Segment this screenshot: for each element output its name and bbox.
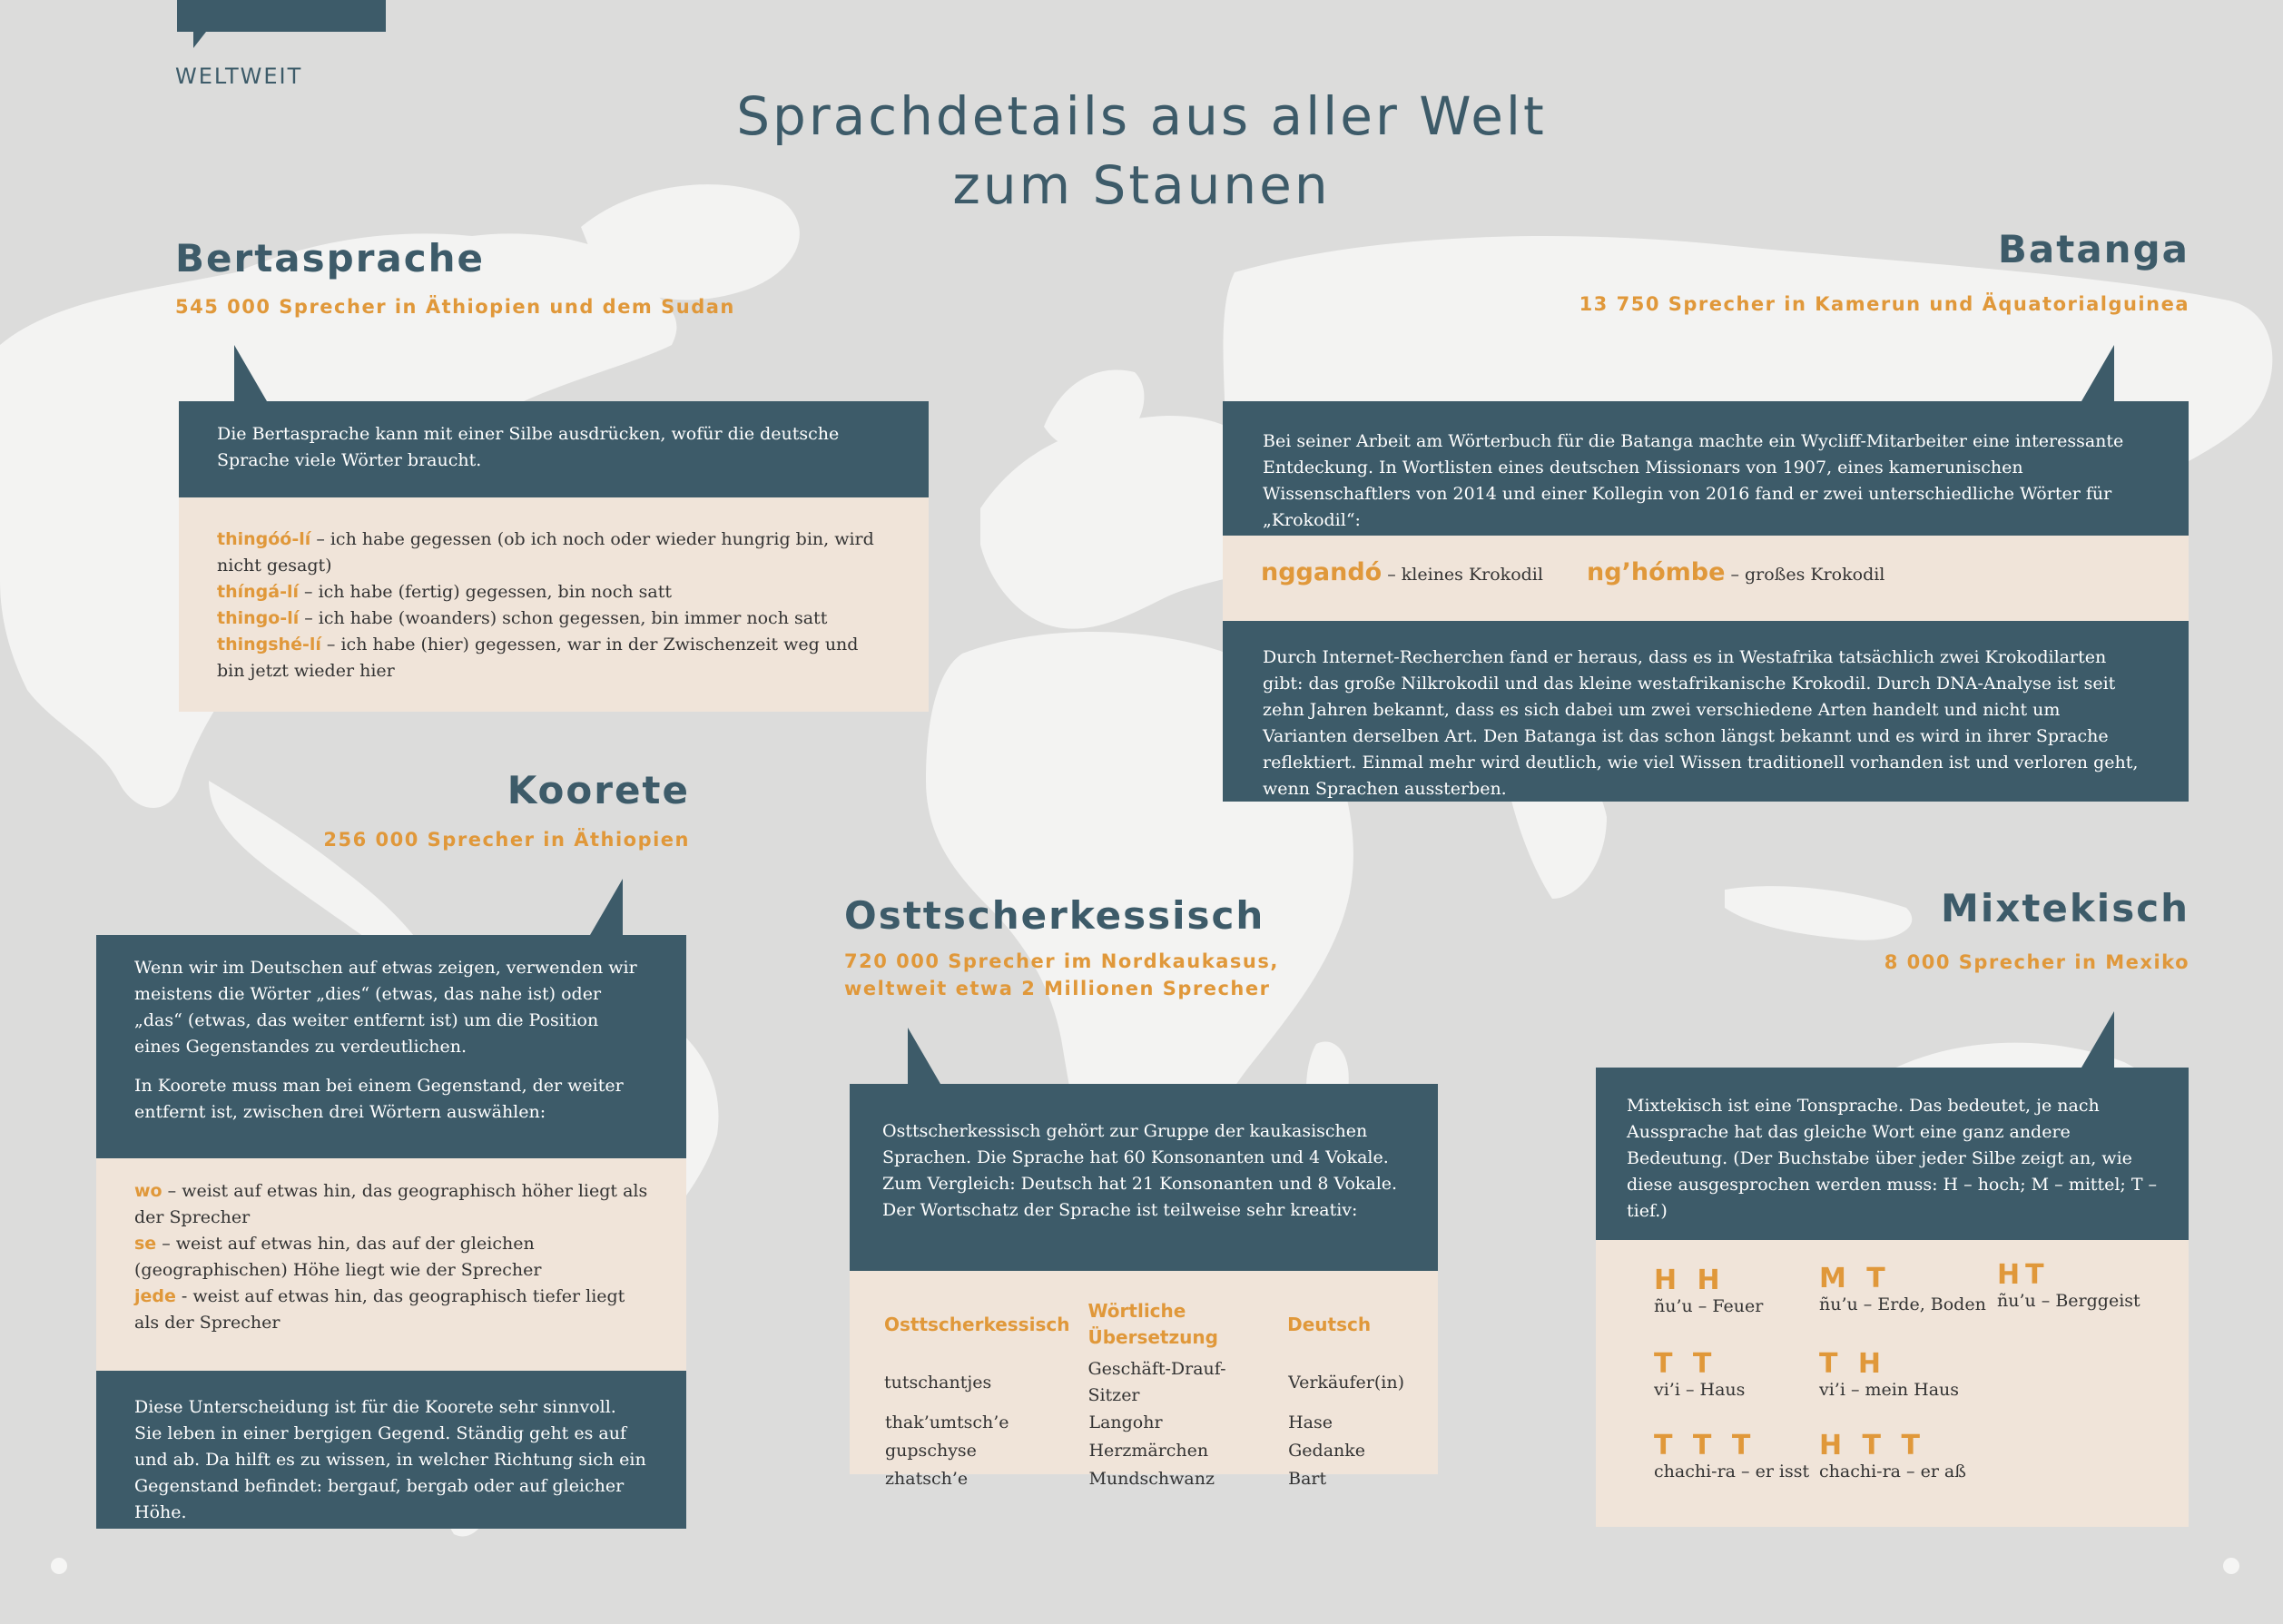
berta-example: thingóó-lí – ich habe gegessen (ob ich noch oder wieder hungrig bin, wird nicht gesagt) [217, 529, 874, 576]
koorete-examples-box [96, 1158, 686, 1371]
batanga-words-box: nggandó – kleines Krokodil ng’hómbe – großes Krokodil [1223, 536, 2189, 621]
batanga-outro-box: Durch Internet-Recherchen fand er heraus, dass es in Westafrika tatsächlich zwei Krokodilarten gibt: das große Nilkrokodil und das kleine westafrikanische Krokodil. Durch DNA-Analyse ist seit zehn Jahren bekannt, dass es sich dabei um zwei verschiedene Arten handelt und nicht um Varianten derselben Art. Den Batanga ist das schon längst bekannt und es wird in ihrer Sprache reflektiert. Einmal mehr wird deutlich, wie viel Wissen traditionell vorhanden ist und verloren geht, wenn Sprachen aussterben. [1223, 621, 2189, 802]
berta-example: thingo-lí – ich habe (woanders) schon gegessen, bin immer noch satt [217, 608, 828, 628]
mixtekisch-speech-tail [2081, 1011, 2114, 1068]
berta-example: thíngá-lí – ich habe (fertig) gegessen, bin noch satt [217, 582, 672, 602]
berta-examples-box [179, 497, 929, 712]
koorete-example: wo – weist auf etwas hin, das geographisch höher liegt als der Sprecher [134, 1181, 648, 1227]
table-header-row: Osttscherkessisch Wörtliche Übersetzung Deutsch [884, 1300, 1372, 1348]
berta-example: thingshé-lí – ich habe (hier) gegessen, war in der Zwischenzeit weg und bin jetzt wieder hier [217, 635, 859, 681]
mixtekisch-intro-box: Mixtekisch ist eine Tonsprache. Das bedeutet, je nach Aussprache hat das gleiche Wort eine ganz andere Bedeutung. (Der Buchstabe über jeder Silbe zeigt an, wie diese ausgesprochen werden muss: H – hoch; M – mittel; T – tief.) [1596, 1068, 2189, 1240]
tone-item: H H ñu’u – Feuer [1654, 1265, 1764, 1316]
osttscherkessisch-table-box [850, 1271, 1438, 1489]
koorete-outro-box: Diese Unterscheidung ist für die Koorete sehr sinnvoll. Sie leben in einer bergigen Gegend. Ständig geht es auf und ab. Da hilft es zu wissen, in welcher Richtung sich ein Gegenstand befindet: bergauf, bergab oder auf gleicher Höhe. [96, 1371, 686, 1529]
koorete-speakers: 256 000 Sprecher in Äthiopien [323, 829, 690, 851]
decorative-dot-left [51, 1558, 67, 1574]
table-row: tutschantjes Geschäft-Drauf-Sitzer Verkäufer(in) [884, 1359, 1404, 1405]
tone-item: T H vi’i – mein Haus [1819, 1348, 1960, 1400]
koorete-speech-tail [590, 879, 623, 935]
batanga-speech-tail [2081, 345, 2114, 401]
osttscherkessisch-speech-tail [908, 1028, 940, 1084]
berta-speakers: 545 000 Sprecher in Äthiopien und dem Sudan [175, 296, 735, 318]
page-title: Sprachdetails aus aller Welt zum Staunen [736, 85, 1547, 216]
batanga-intro-box: Bei seiner Arbeit am Wörterbuch für die Batanga machte ein Wycliff-Mitarbeiter eine interessante Entdeckung. In Wortlisten eines deutschen Missionars von 1907, eines kamerunischen Wissenschaftlers von 2014 und einer Kollegin von 2016 fand er zwei unterschiedliche Wörter für „Krokodil“: [1223, 401, 2189, 536]
tone-item: M T ñu’u – Erde, Boden [1819, 1263, 1986, 1314]
table-row: zhatsch’e Mundschwanz Bart [885, 1469, 1327, 1489]
table-row: gupschyse Herzmärchen Gedanke [885, 1441, 1366, 1461]
koorete-example: se – weist auf etwas hin, das auf der gleichen (geographischen) Höhe liegt wie der Sprecher [134, 1234, 542, 1280]
tone-item: H T T chachi-ra – er aß [1819, 1430, 1966, 1481]
batanga-title: Batanga [1997, 227, 2190, 271]
section-tag-box [177, 0, 386, 32]
mixtekisch-tones-box [1596, 1240, 2189, 1527]
tone-item: HT ñu’u – Berggeist [1997, 1259, 2140, 1311]
osttscherkessisch-speakers: 720 000 Sprecher im Nordkaukasus, weltweit etwa 2 Millionen Sprecher [844, 950, 1279, 999]
tone-item: T T vi’i – Haus [1654, 1348, 1746, 1400]
berta-speech-tail [234, 345, 267, 401]
tone-item: T T T chachi-ra – er isst [1654, 1430, 1810, 1481]
mixtekisch-title: Mixtekisch [1941, 886, 2190, 930]
koorete-title: Koorete [507, 768, 690, 812]
koorete-example: jede - weist auf etwas hin, das geographisch tiefer liegt als der Sprecher [134, 1286, 625, 1333]
berta-intro-box: Die Bertasprache kann mit einer Silbe ausdrücken, wofür die deutsche Sprache viele Wörter braucht. [179, 401, 929, 497]
berta-title: Bertasprache [175, 236, 486, 281]
section-tag-tail [193, 32, 206, 48]
osttscherkessisch-title: Osttscherkessisch [844, 893, 1265, 938]
koorete-intro-box: Wenn wir im Deutschen auf etwas zeigen, verwenden wir meistens die Wörter „dies“ (etwas, das nahe ist) oder „das“ (etwas, das weiter entfernt ist) um die Position eines Gegenstandes zu verdeutlichen. In Koorete muss man bei einem Gegenstand, der weiter entfernt ist, zwischen drei Wörtern auswählen: [96, 935, 686, 1158]
indonesia-shape [1725, 886, 1912, 940]
decorative-dot-right [2223, 1558, 2239, 1574]
table-row: thak’umtsch’e Langohr Hase [885, 1412, 1333, 1432]
vocabulary-table [884, 1298, 1405, 1493]
batanga-speakers: 13 750 Sprecher in Kamerun und Äquatorialguinea [1579, 293, 2190, 315]
mixtekisch-speakers: 8 000 Sprecher in Mexiko [1884, 951, 2190, 973]
osttscherkessisch-intro-box: Osttscherkessisch gehört zur Gruppe der kaukasischen Sprachen. Die Sprache hat 60 Konsonanten und 4 Vokale. Zum Vergleich: Deutsch hat 21 Konsonanten und 8 Vokale. Der Wortschatz der Sprache ist teilweise sehr kreativ: [850, 1084, 1438, 1271]
section-label: WELTWEIT [175, 64, 303, 89]
